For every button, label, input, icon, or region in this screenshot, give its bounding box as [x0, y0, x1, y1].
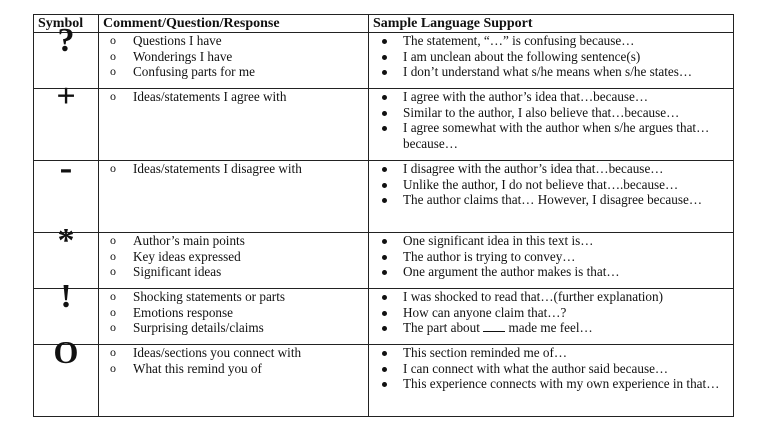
- table-row: [34, 33, 734, 89]
- list-item: I agree somewhat with the author when s/he argues that…because…: [373, 120, 729, 151]
- fill-in-blank: [483, 320, 505, 332]
- list-item: Similar to the author, I also believe that…because…: [373, 105, 729, 121]
- list-item: o Ideas/sections you connect with: [103, 345, 364, 361]
- fill-in-prefix: The part about: [403, 320, 480, 336]
- sample-cell: [369, 233, 734, 289]
- list-item: This experience connects with my own experience in that…: [373, 376, 729, 392]
- list-item: I agree with the author’s idea that…because…: [373, 89, 729, 105]
- list-item: One argument the author makes is that…: [373, 264, 729, 280]
- table-row: [34, 161, 734, 233]
- symbol-minus: -: [34, 161, 99, 233]
- header-comment: Comment/Question/Response: [99, 15, 369, 33]
- list-item: o Key ideas expressed: [103, 249, 364, 265]
- list-item: o Author’s main points: [103, 233, 364, 249]
- comment-cell: [99, 289, 369, 345]
- list-item: The author is trying to convey…: [373, 249, 729, 265]
- comment-cell: [99, 33, 369, 89]
- comment-cell: [99, 345, 369, 417]
- list-item: Unlike the author, I do not believe that….because…: [373, 177, 729, 193]
- list-item: I can connect with what the author said because…: [373, 361, 729, 377]
- comment-cell: [99, 233, 369, 289]
- list-item: o Emotions response: [103, 305, 364, 321]
- list-item: The statement, “…” is confusing because…: [373, 33, 729, 49]
- sample-cell: [369, 33, 734, 89]
- list-item: o What this remind you of: [103, 361, 364, 377]
- list-item: The author claims that… However, I disagree because…: [373, 192, 729, 208]
- sample-cell: [369, 289, 734, 345]
- table-row: [34, 233, 734, 289]
- symbol-exclamation: !: [34, 289, 99, 345]
- header-symbol: Symbol: [34, 15, 99, 33]
- list-item: o Significant ideas: [103, 264, 364, 280]
- comment-cell: [99, 161, 369, 233]
- annotation-symbols-table: [33, 14, 734, 417]
- symbol-plus: +: [34, 89, 99, 161]
- symbol-asterisk: *: [34, 233, 99, 289]
- list-item: o Wonderings I have: [103, 49, 364, 65]
- list-item: o Shocking statements or parts: [103, 289, 364, 305]
- list-item: o Surprising details/claims: [103, 320, 364, 336]
- table-row: [34, 289, 734, 345]
- table-header-row: [34, 15, 734, 33]
- header-sample: Sample Language Support: [369, 15, 734, 33]
- list-item: [373, 320, 729, 336]
- table-row: [34, 345, 734, 417]
- list-item: I disagree with the author’s idea that…because…: [373, 161, 729, 177]
- list-item: o Ideas/statements I disagree with: [103, 161, 364, 177]
- sample-cell: [369, 161, 734, 233]
- sample-cell: [369, 89, 734, 161]
- list-item: o Confusing parts for me: [103, 64, 364, 80]
- sample-cell: [369, 345, 734, 417]
- list-item: o Ideas/statements I agree with: [103, 89, 364, 105]
- list-item: One significant idea in this text is…: [373, 233, 729, 249]
- list-item: How can anyone claim that…?: [373, 305, 729, 321]
- list-item: I am unclean about the following sentence(s): [373, 49, 729, 65]
- list-item: I don’t understand what s/he means when s/he states…: [373, 64, 729, 80]
- list-item: This section reminded me of…: [373, 345, 729, 361]
- list-item: I was shocked to read that…(further explanation): [373, 289, 729, 305]
- fill-in-suffix: made me feel…: [508, 320, 593, 336]
- table-row: [34, 89, 734, 161]
- symbol-circle-o: O: [34, 345, 99, 417]
- comment-cell: [99, 89, 369, 161]
- list-item: o Questions I have: [103, 33, 364, 49]
- symbol-question-mark: ?: [34, 33, 99, 89]
